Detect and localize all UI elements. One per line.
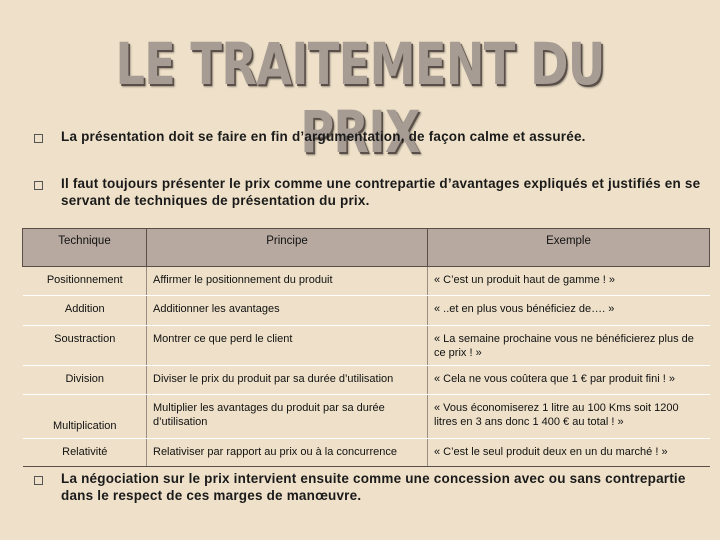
square-bullet-icon [34,181,43,190]
table-row [23,296,710,326]
square-bullet-icon [34,476,43,485]
table-row [23,326,710,366]
table-row [23,395,710,439]
square-bullet-icon [34,134,43,143]
technique-cell: Positionnement [23,267,147,296]
table-row [23,366,710,395]
bullet-text: La présentation doit se faire en fin d’argumentation, de façon calme et assurée. [61,129,586,144]
exemple-cell: « Cela ne vous coûtera que 1 € par produit fini ! » [428,366,710,395]
slide-title: LE TRAITEMENT DU PRIX [115,30,605,166]
bullet-item [34,175,710,209]
bullet-text: La négociation sur le prix intervient ensuite comme une concession avec ou sans contrepartie dans le respect de ces marges de manœuvre. [61,471,686,503]
principe-cell: Additionner les avantages [147,296,428,326]
exemple-cell: « Vous économiserez 1 litre au 100 Kms soit 1200 litres en 3 ans donc 1 400 € au total ! » [428,395,710,439]
table-header-row [23,229,710,267]
table-row [23,267,710,296]
principe-cell: Diviser le prix du produit par sa durée d’utilisation [147,366,428,395]
technique-cell: Addition [23,296,147,326]
principe-cell: Multiplier les avantages du produit par sa durée d’utilisation [147,395,428,439]
principe-cell: Affirmer le positionnement du produit [147,267,428,296]
principe-cell: Relativiser par rapport au prix ou à la concurrence [147,439,428,467]
bullet-item [34,470,710,504]
header-exemple: Exemple [428,229,710,267]
header-technique: Technique [23,229,147,267]
bullet-text: Il faut toujours présenter le prix comme une contrepartie d’avantages expliqués et justifiés en se servant de techniques de présentation du prix. [61,176,701,208]
technique-cell: Relativité [23,439,147,467]
pricing-techniques-table [22,228,710,467]
header-principe: Principe [147,229,428,267]
exemple-cell: « La semaine prochaine vous ne bénéficierez plus de ce prix ! » [428,326,710,366]
bullet-item [34,128,710,145]
technique-cell: Division [23,366,147,395]
exemple-cell: « C’est un produit haut de gamme ! » [428,267,710,296]
exemple-cell: « C’est le seul produit deux en un du marché ! » [428,439,710,467]
exemple-cell: « ..et en plus vous bénéficiez de…. » [428,296,710,326]
table-row [23,439,710,467]
principe-cell: Montrer ce que perd le client [147,326,428,366]
technique-cell: Multiplication [23,395,147,439]
technique-cell: Soustraction [23,326,147,366]
